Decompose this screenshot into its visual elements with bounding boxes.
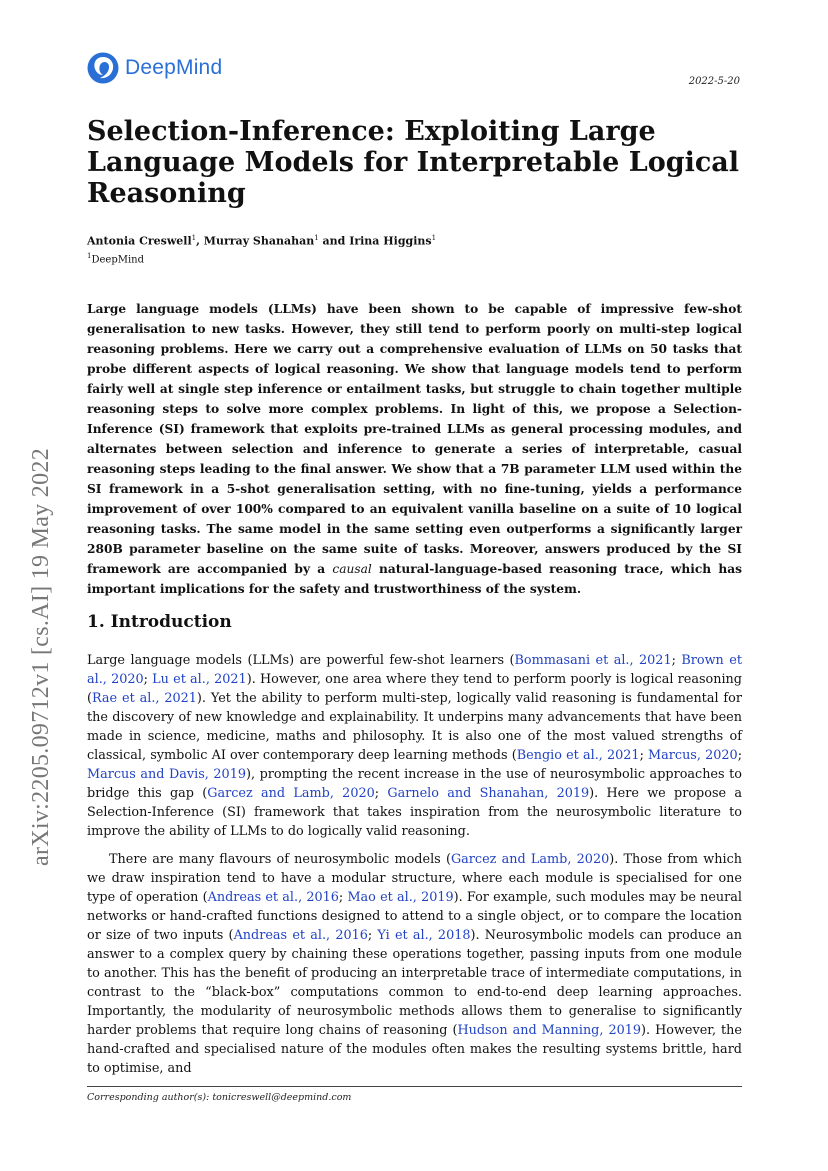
author-separator: , (196, 234, 204, 248)
paper-title: Selection-Inference: Exploiting Large Language Models for Interpretable Logical Reasoning (87, 116, 740, 209)
citation-link[interactable]: Andreas et al., 2016 (207, 890, 339, 905)
paragraph-text: ). However, one area where they tend to perform poorly is logical reasoning ( (87, 672, 742, 706)
author-list (87, 234, 436, 248)
deepmind-logo (87, 52, 222, 84)
paragraph-text: ; (338, 890, 348, 905)
intro-paragraph-1 (87, 651, 742, 841)
section-heading-introduction: 1. Introduction (87, 612, 232, 632)
corresponding-author-footnote: Corresponding author(s): tonicreswell@deepmind.com (87, 1092, 352, 1103)
citation-link[interactable]: Lu et al., 2021 (152, 672, 247, 687)
paragraph-text: ). Those from which we draw inspiration tend to have a modular structure, where each module is specialised for one type of operation ( (87, 852, 742, 905)
logo-text: DeepMind (125, 56, 223, 79)
author-affiliation-marker: 1 (191, 234, 197, 242)
citation-link[interactable]: Garnelo and Shanahan, 2019 (387, 786, 590, 801)
paragraph-text: Large language models (LLMs) are powerful few-shot learners ( (87, 653, 515, 668)
citation-link[interactable]: Mao et al., 2019 (347, 890, 454, 905)
citation-link[interactable]: Rae et al., 2021 (92, 691, 197, 706)
author-affiliation-marker: 1 (314, 234, 319, 242)
paragraph-text: There are many flavours of neurosymbolic models ( (109, 852, 451, 867)
citation-link[interactable]: Brown et al., 2020 (87, 653, 742, 687)
citation-link[interactable]: Marcus and Davis, 2019 (87, 767, 246, 782)
abstract (87, 299, 742, 599)
abstract-emphasis: causal (332, 562, 372, 576)
affiliation-marker: 1 (87, 252, 92, 260)
abstract-text: Large language models (LLMs) have been shown to be capable of impressive few-shot generalisation to new tasks. However, they still tend to perform poorly on multi-step logical reasoning problems. Here we carry out a comprehensive evaluation of LLMs on 50 tasks that probe different aspects of logical reasoning. We show that language models tend to perform fairly well at single step inference or entailment tasks, but struggle to chain together multiple reasoning steps to solve more complex problems. In light of this, we propose a Selection-Inference (SI) framework that exploits pre-trained LLMs as general processing modules, and alternates between selection and inference to generate a series of interpretable, casual reasoning steps leading to the final answer. We show that a 7B parameter LLM used within the SI framework in a 5-shot generalisation setting, with no fine-tuning, yields a performance improvement of over 100% compared to an equivalent vanilla baseline on a suite of 10 logical reasoning tasks. The same model in the same setting even outperforms a significantly larger 280B parameter baseline on the same suite of tasks. Moreover, answers produced by the SI framework are accompanied by a (87, 302, 742, 576)
author-name: Irina Higgins (349, 234, 432, 248)
citation-link[interactable]: Andreas et al., 2016 (233, 928, 368, 943)
paper-date: 2022-5-20 (688, 76, 740, 87)
footer-rule (87, 1086, 742, 1087)
paragraph-text: ). Yet the ability to perform multi-step, logically valid reasoning is fundamental for the discovery of new knowledge and explainability. It underpins many advancements that have been made in science, medicine, maths and philosophy. It is also one of the most valued strengths of classical, symbolic AI over contemporary deep learning methods ( (87, 691, 742, 763)
deepmind-logo-icon (87, 52, 119, 84)
paragraph-text: ). Here we propose a Selection-Inference (SI) framework that takes inspiration from the neurosymbolic literature to improve the ability of LLMs to do logically valid reasoning. (87, 786, 743, 839)
intro-paragraph-2 (87, 850, 742, 1078)
paragraph-text: ). For example, such modules may be neural networks or hand-crafted functions designed to attend to a single object, or to compare the location or size of two inputs ( (87, 890, 743, 943)
citation-link[interactable]: Hudson and Manning, 2019 (457, 1023, 642, 1038)
citation-link[interactable]: Marcus, 2020 (648, 748, 738, 763)
author-separator: and (318, 234, 350, 248)
paragraph-text: ; (671, 653, 682, 668)
paragraph-text: ; (367, 928, 378, 943)
author-affiliation-marker: 1 (431, 234, 437, 242)
affiliation (87, 252, 144, 265)
citation-link[interactable]: Garcez and Lamb, 2020 (450, 852, 610, 867)
paragraph-text: ). Neurosymbolic models can produce an answer to a complex query by chaining these operations together, passing inputs from one module to another. This has the benefit of producing an interpretable trace of intermediate computations, in contrast to the “black-box” computations common to end-to-end deep learning approaches. Importantly, the modularity of neurosymbolic methods allows them to generalise to significantly harder problems that require long chains of reasoning ( (87, 928, 742, 1038)
paragraph-text: ; (737, 748, 742, 763)
paragraph-text: ; (374, 786, 388, 801)
citation-link[interactable]: Yi et al., 2018 (377, 928, 471, 943)
citation-link[interactable]: Bengio et al., 2021 (516, 748, 640, 763)
paragraph-text: ; (143, 672, 153, 687)
citation-link[interactable]: Garcez and Lamb, 2020 (207, 786, 375, 801)
paragraph-text: ; (639, 748, 649, 763)
author-name: Murray Shanahan (203, 234, 315, 248)
arxiv-sidebar-id: arXiv:2205.09712v1 [cs.AI] 19 May 2022 (28, 447, 54, 866)
abstract-text-end: natural-language-based reasoning trace, which has important implications for the safety and trustworthiness of the system. (87, 562, 742, 596)
affiliation-name: DeepMind (91, 254, 145, 266)
author-name: Antonia Creswell (87, 234, 192, 248)
citation-link[interactable]: Bommasani et al., 2021 (514, 653, 672, 668)
paragraph-text: ), prompting the recent increase in the use of neurosymbolic approaches to bridge this gap ( (87, 767, 742, 801)
paragraph-text: ). However, the hand-crafted and specialised nature of the modules often makes the resulting systems brittle, hard to optimise, and (87, 1023, 743, 1076)
